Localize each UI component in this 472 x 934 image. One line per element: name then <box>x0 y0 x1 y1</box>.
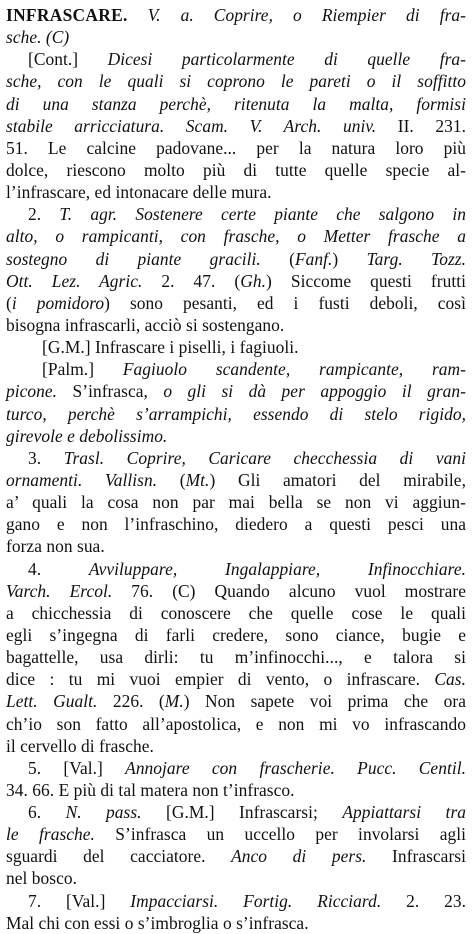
text-run: ( <box>260 248 295 269</box>
entry-line <box>6 558 466 580</box>
text-run: forza non sua. <box>6 536 105 557</box>
text-run: ) <box>332 248 367 269</box>
italic-text: Anco di pers. <box>231 846 367 867</box>
text-run: [Cont.] <box>28 49 108 70</box>
text-run: 2. 23. <box>381 890 466 911</box>
italic-text: i pomidoro <box>11 292 105 313</box>
entry-line <box>6 757 466 779</box>
text-run: egli s’ingegna di farli credere, sono ciance, bugie e <box>6 624 466 645</box>
entry-line <box>6 403 466 425</box>
text-run: ( <box>157 469 186 490</box>
italic-text: alto, o rampicanti, con frasche, o Metter frasche a <box>6 226 466 247</box>
text-run: dolce, riescono molto più di tutte quelle specie al- <box>6 159 466 180</box>
text-run: ch’io son fatto all’apostolica, e non mi vo infrascando <box>6 713 466 734</box>
italic-text: Fagiuolo scandente, rampicante, ram- <box>122 359 466 380</box>
text-run: a chicchessia di conoscere che quelle cose le quali <box>6 602 466 623</box>
entry-line <box>6 4 466 26</box>
entry-line <box>6 801 466 823</box>
entry-line <box>6 26 466 48</box>
italic-text: sostegno di piante gracili. <box>6 248 261 269</box>
italic-text: ornamenti. Vallisn. <box>6 469 158 490</box>
text-run: S’infrasca un uccello per involarsi agli <box>94 824 466 845</box>
italic-text: N. pass. <box>65 802 142 823</box>
text-run: 2. 47. ( <box>142 270 241 291</box>
italic-text: Appiattarsi tra <box>342 802 467 823</box>
entry-line <box>6 779 466 801</box>
text-run: a’ quali la cosa non par mai bella se non vi aggiun- <box>6 492 466 513</box>
italic-text: o gli si dà per appoggio il gran- <box>163 381 466 402</box>
italic-text: Cas. <box>434 669 466 690</box>
entry-line <box>6 314 466 336</box>
text-run: [Palm.] <box>42 359 123 380</box>
entry-line <box>6 668 466 690</box>
italic-text: girevole e debolissimo. <box>6 425 168 446</box>
text-run: 7. [Val.] <box>28 890 131 911</box>
text-run: 34. 66. E più di tal matera non t’infrasco. <box>6 779 295 800</box>
text-run: nel bosco. <box>6 868 78 889</box>
entry-line <box>6 890 466 912</box>
text-run: Mal chi con essi o s’imbroglia o s’infrasca. <box>6 912 309 933</box>
entry-line <box>6 513 466 535</box>
text-run: II. 231. <box>376 115 466 136</box>
text-run: ) Siccome questi frutti <box>266 270 466 291</box>
entry-line <box>6 48 466 70</box>
italic-text: Avviluppare, Ingalappiare, Infinocchiare. <box>88 558 466 579</box>
italic-text: Gh. <box>240 270 267 291</box>
entry-line <box>6 159 466 181</box>
text-run: ) Non sapete voi prima che ora <box>183 691 466 712</box>
italic-text: sche. (C) <box>6 27 70 48</box>
text-run: ) Gli amatori del mirabile, <box>209 469 466 490</box>
text-run: 6. <box>28 802 66 823</box>
text-run: dice : tu mi vuoi empier di vento, o infrascare. <box>6 669 435 690</box>
entry-line <box>6 270 466 292</box>
text-run: Infrascarsi <box>366 846 466 867</box>
entry-line <box>6 690 466 712</box>
italic-text: di una stanza perchè, ritenuta la malta, formisi <box>6 93 466 114</box>
entry-line <box>6 845 466 867</box>
italic-text: le frasche. <box>6 824 95 845</box>
entry-line <box>6 380 466 402</box>
entry-line <box>6 580 466 602</box>
text-run: S’infrasca, <box>57 381 164 402</box>
italic-text: T. agr. Sostenere certe piante che salgono in <box>59 204 466 225</box>
text-run: 5. [Val.] <box>28 757 126 778</box>
italic-text: Mt. <box>185 469 210 490</box>
entry-line <box>6 912 466 934</box>
text-run: gano e non l’infraschino, diedero a questi pesci una <box>6 514 466 535</box>
entry-line <box>6 203 466 225</box>
entry-line <box>6 646 466 668</box>
text-run: 51. Le calcine padovane... per la natura loro più <box>6 137 466 158</box>
text-run: il cervello di frasche. <box>6 735 154 756</box>
entry-line <box>6 137 466 159</box>
entry-line <box>6 93 466 115</box>
text-run: 4. <box>28 558 89 579</box>
text-run: bisogna infrascarli, acciò si sostengano. <box>6 314 285 335</box>
text-run: sguardi del cacciatore. <box>6 846 232 867</box>
text-run: 226. ( <box>97 691 165 712</box>
text-run: 76. (C) Quando alcuno vuol mostrare <box>112 580 467 601</box>
entry-line <box>6 624 466 646</box>
entry-line <box>6 447 466 469</box>
text-run: [G.M.] Infrascarsi; <box>141 802 343 823</box>
entry-line <box>6 491 466 513</box>
entry-line <box>6 425 466 447</box>
text-run: ) sono pesanti, ed i fusti deboli, così <box>104 292 466 313</box>
entry-line <box>6 181 466 203</box>
italic-text: Ott. Lez. Agric. <box>6 270 143 291</box>
italic-text: Annojare con frascherie. Pucc. Centil. <box>125 757 466 778</box>
text-run: 3. <box>28 447 64 468</box>
entry-line <box>6 225 466 247</box>
italic-text: turco, perchè s’arrampichi, essendo di stelo rigido, <box>6 403 466 424</box>
text-run: ( <box>6 292 12 313</box>
entry-line <box>6 602 466 624</box>
italic-text: Impacciarsi. Fortig. Ricciard. <box>130 890 382 911</box>
entry-line <box>6 535 466 557</box>
entry-line <box>6 336 466 358</box>
text-run: bagattelle, usa dirli: tu m’infinocchi..., e talora si <box>6 647 466 668</box>
entry-line <box>6 469 466 491</box>
headword: INFRASCARE. <box>6 5 128 25</box>
italic-text: V. a. Coprire, o Riempier di fra- <box>127 5 466 25</box>
italic-text: Dicesi particolarmente di quelle fra- <box>107 49 467 70</box>
italic-text: Lett. Gualt. <box>6 691 98 712</box>
dictionary-entry-page <box>6 4 466 934</box>
italic-text: Targ. Tozz. <box>366 248 466 269</box>
entry-line <box>6 823 466 845</box>
italic-text: stabile arricciatura. Scam. V. Arch. univ. <box>6 115 377 136</box>
entry-line <box>6 115 466 137</box>
italic-text: picone. <box>6 381 58 402</box>
italic-text: Fanf. <box>294 248 333 269</box>
entry-line <box>6 713 466 735</box>
italic-text: Trasl. Coprire, Caricare checchessia di vani <box>63 447 466 468</box>
entry-line <box>6 70 466 92</box>
entry-line <box>6 735 466 757</box>
entry-line <box>6 867 466 889</box>
italic-text: M. <box>164 691 184 712</box>
entry-line <box>6 292 466 314</box>
text-run: l’infrascare, ed intonacare delle mura. <box>6 182 272 203</box>
entry-line <box>6 248 466 270</box>
text-run: [G.M.] Infrascare i piselli, i fagiuoli. <box>42 337 299 358</box>
text-run: 2. <box>28 204 60 225</box>
italic-text: Varch. Ercol. <box>6 580 113 601</box>
entry-line <box>6 358 466 380</box>
italic-text: sche, con le quali si coprono le pareti o il soffitto <box>6 71 466 92</box>
